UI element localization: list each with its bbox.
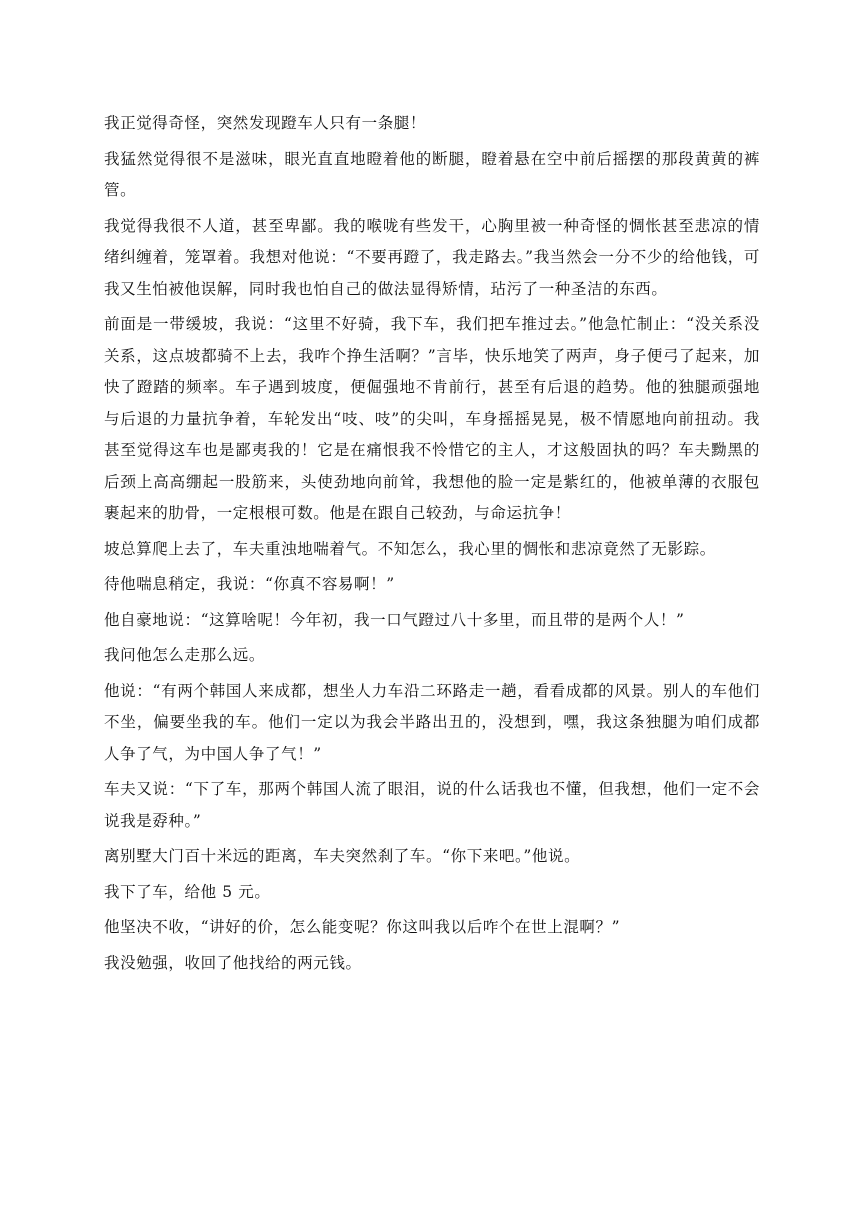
paragraph: 他说：“有两个韩国人来成都，想坐人力车沿二环路走一趟，看看成都的风景。别人的车他们不坐，偏要坐我的车。他们一定以为我会半路出丑的，没想到，嘿，我这条独腿为咱们成都人争了气，为中国人争了气！”: [104, 681, 760, 763]
article-body: [104, 108, 760, 983]
paragraph: 我觉得我很不人道，甚至卑鄙。我的喉咙有些发干，心胸里被一种奇怪的惆怅甚至悲凉的情绪纠缠着，笼罩着。我想对他说：“不要再蹬了，我走路去。”我当然会一分不少的给他钱，可我又生怕被他误解，同时我也怕自己的做法显得矫情，玷污了一种圣洁的东西。: [104, 216, 760, 298]
paragraph: 我正觉得奇怪，突然发现蹬车人只有一条腿！: [104, 114, 427, 132]
paragraph: 坡总算爬上去了，车夫重浊地喘着气。不知怎么，我心里的惆怅和悲凉竟然了无影踪。: [104, 539, 716, 558]
paragraph: 他坚决不收，“讲好的价，怎么能变呢？你这叫我以后咋个在世上混啊？”: [104, 918, 621, 936]
paragraph: 车夫又说：“下了车，那两个韩国人流了眼泪，说的什么话我也不懂，但我想，他们一定不会说我是孬种。”: [104, 780, 760, 830]
paragraph: 前面是一带缓坡，我说：“这里不好骑，我下车，我们把车推过去。”他急忙制止：“没关系没关系，这点坡都骑不上去，我咋个挣生活啊？”言毕，快乐地笑了两声，身子便弓了起来，加快了蹬踏的频率。车子遇到坡度，便倔强地不肯前行，甚至有后退的趋势。他的独腿顽强地与后退的力量抗争着，车轮发出“吱、吱”的尖叫，车身摇摇晃晃，极不情愿地向前扭动。我甚至觉得这车也是鄙夷我的！它是在痛恨我不怜惜它的主人，才这般固执的吗？车夫黝黑的后颈上高高绷起一股筋来，头使劲地向前耸，我想他的脸一定是紫红的，他被单薄的衣服包裹起来的肋骨，一定根根可数。他是在跟自己较劲，与命运抗争！: [104, 315, 760, 522]
paragraph: 我问他怎么走那么远。: [104, 646, 266, 664]
paragraph: 他自豪地说：“这算啥呢！今年初，我一口气蹬过八十多里，而且带的是两个人！”: [104, 610, 685, 629]
paragraph: 离别墅大门百十米远的距离，车夫突然刹了车。“你下来吧。”他说。: [104, 847, 581, 865]
paragraph: 待他喘息稍定，我说：“你真不容易啊！”: [104, 575, 395, 593]
paragraph: 我下了车，给他 5 元。: [104, 882, 271, 901]
paragraph: 我猛然觉得很不是滋味，眼光直直地瞪着他的断腿，瞪着悬在空中前后摇摆的那段黄黄的裤管。: [104, 149, 760, 199]
paragraph: 我没勉强，收回了他找给的两元钱。: [104, 953, 362, 972]
